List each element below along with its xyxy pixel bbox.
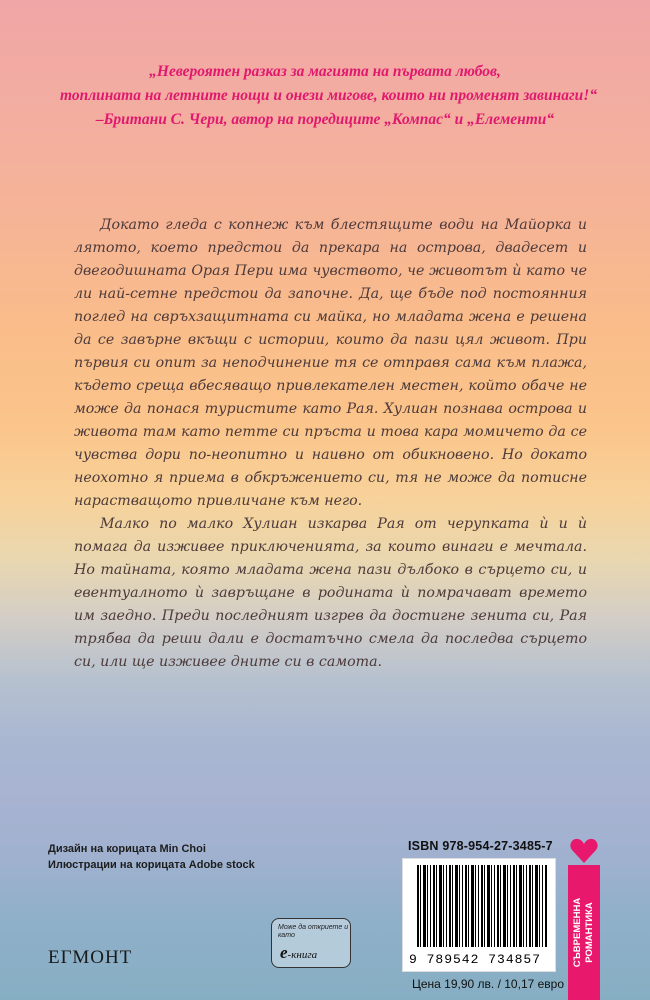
- illustration-credit: Илюстрации на корицата Adobe stock: [48, 859, 255, 871]
- ebook-label: [280, 943, 317, 963]
- cover-credits: [48, 841, 255, 873]
- ebook-caption: Може да откриете и като: [278, 924, 349, 939]
- barcode-bars: [417, 865, 547, 947]
- isbn-text: ISBN 978-954-27-3485-7: [408, 839, 553, 853]
- genre-band: [568, 865, 600, 1000]
- heart-icon: [570, 838, 598, 864]
- genre-line-1: СЪВРЕМЕННА: [572, 897, 583, 968]
- ebook-badge: [271, 918, 351, 968]
- genre-line-2: РОМАНТИКА: [584, 902, 595, 963]
- endorsement-quote: [60, 60, 598, 132]
- quote-attribution: –Британи С. Чери, автор на поредиците „Компас“ и „Елементи“: [95, 111, 555, 128]
- design-credit: Дизайн на корицата Min Choi: [48, 843, 206, 855]
- genre-label: [568, 865, 600, 1000]
- book-blurb: [74, 214, 587, 674]
- ebook-word: -книга: [287, 949, 318, 961]
- blurb-paragraph-2: Малко по малко Хулиан изкарва Рая от черупката ѝ и ѝ помага да изживее приключенията, за които винаги е мечтала. Но тайната, която младата жена пази дълбоко в сърцето си, и евентуалното ѝ завръщане в родината ѝ помрачават времето им заедно. Преди последният изгрев да достигне зенита си, Рая трябва да реши дали е достатъчно смела да последва сърцето си, или ще изживее дните си в самота.: [74, 516, 587, 670]
- quote-line-1: „Невероятен разказ за магията на първата любов,: [149, 63, 501, 80]
- blurb-paragraph-1: Докато гледа с копнеж към блестящите води на Майорка и лятото, което предстои да прекара на острова, двадесет и двегодишната Орая Пери има чувството, че животът ѝ като че ли най-сетне предстои да започне. Да, ще бъде под постоянния поглед на свръхзащитната си майка, но младата жена е решена да се завърне вкъщи с истории, които да пази цял живот. При първия си опит за неподчинение тя се отправя сама към плажа, където среща вбесяващо привлекателен местен, който обаче не може да понася туристите като Рая. Хулиан познава острова и живота там като петте си пръста и това кара момичето да се чувства дори по-неопитно и наивно от обикновено. Но докато неохотно я приема в обкръжението си, тя не може да потисне нарастващото привличане към него.: [74, 217, 587, 509]
- ebook-letter: e: [280, 943, 288, 962]
- barcode: [402, 858, 556, 972]
- price-text: Цена 19,90 лв. / 10,17 евро: [412, 977, 565, 991]
- publisher-logo: ЕГМОНТ: [48, 947, 133, 968]
- quote-line-2: топлината на летните нощи и онези мигове, които ни променят завинаги!“: [60, 87, 598, 104]
- barcode-digits: 9 789542 734857: [409, 952, 542, 967]
